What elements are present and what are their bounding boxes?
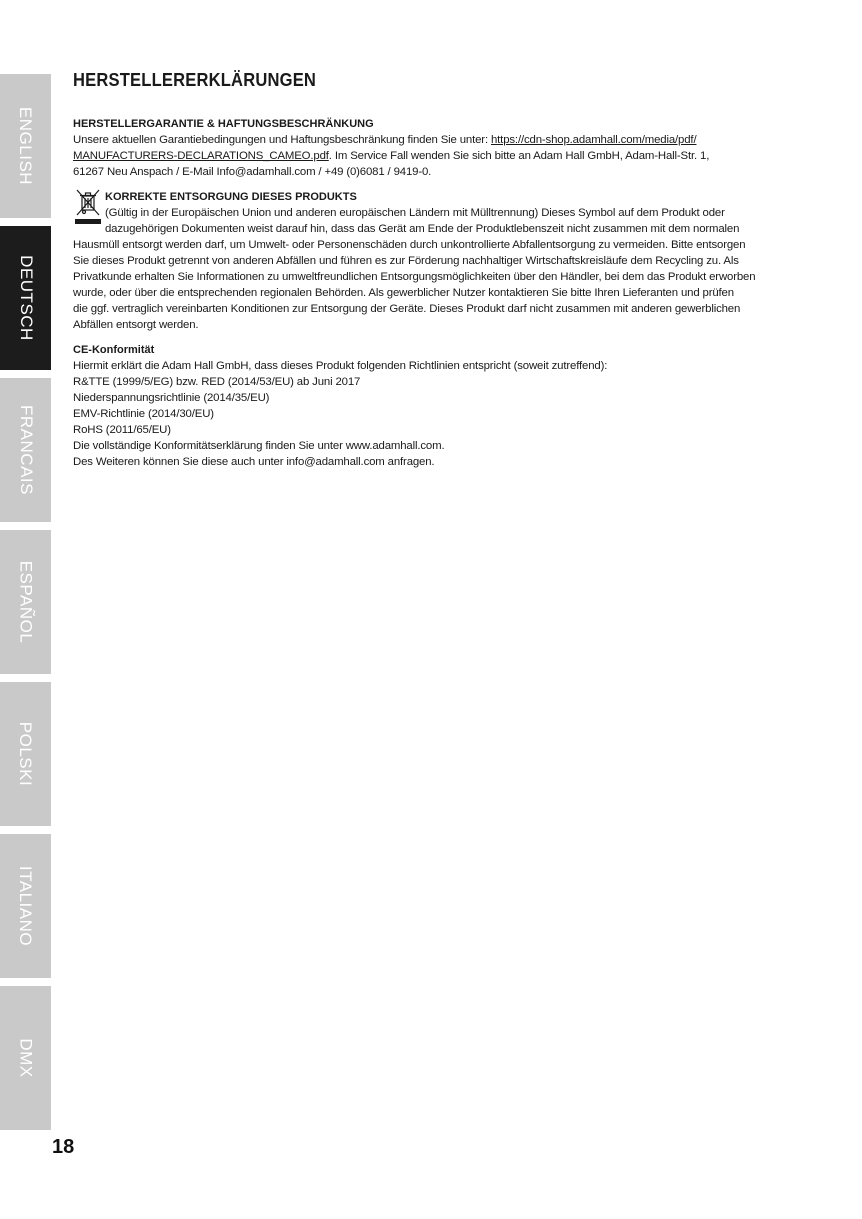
disposal-line: Privatkunde erhalten Sie Informationen zu umweltfreundlichen Entsorgungsmöglichkeiten über den Händler, bei dem das Produkt erworben	[73, 271, 756, 283]
disposal-section	[73, 190, 793, 333]
disposal-line: Sie dieses Produkt getrennt von anderen Abfällen und führen es zur Förderung nachhaltiger Wirtschaftskreisläufe dem Recycling zu. Als	[73, 255, 739, 267]
disposal-line: wurde, oder über die entsprechenden regionalen Behörden. Als gewerblicher Nutzer kontaktieren Sie bitte Ihren Lieferanten und prüfen	[73, 287, 734, 299]
ce-section	[73, 343, 793, 470]
main-content	[73, 70, 793, 478]
tab-polski[interactable]	[0, 682, 51, 826]
tab-label: ESPAÑOL	[16, 560, 36, 644]
warranty-text-after-link: . Im Service Fall wenden Sie sich bitte an Adam Hall GmbH, Adam-Hall-Str. 1,	[328, 150, 710, 162]
disposal-line: die ggf. vertraglich vereinbarten Konditionen zur Entsorgung der Geräte. Dieses Produkt darf nicht zusammen mit anderen gewerblichen	[73, 303, 741, 315]
tab-italiano[interactable]	[0, 834, 51, 978]
tab-label: DMX	[16, 1038, 36, 1078]
warranty-section	[73, 117, 793, 180]
warranty-link-part2[interactable]: MANUFACTURERS-DECLARATIONS_CAMEO.pdf	[73, 150, 329, 162]
tab-label: POLSKI	[16, 721, 36, 787]
tab-label: ITALIANO	[16, 865, 36, 947]
disposal-text	[73, 205, 793, 333]
ce-text	[73, 358, 793, 470]
ce-line: Hiermit erklärt die Adam Hall GmbH, dass dieses Produkt folgenden Richtlinien entspricht (soweit zutreffend):	[73, 360, 608, 372]
page-title: HERSTELLERERKLÄRUNGEN	[73, 70, 317, 90]
warranty-link-part1[interactable]: https://cdn-shop.adamhall.com/media/pdf/	[490, 134, 697, 146]
disposal-line: dazugehörigen Dokumenten weist darauf hin, dass das Gerät am Ende der Produktlebenszeit nicht zusammen mit dem normalen	[105, 223, 740, 235]
ce-line: RoHS (2011/65/EU)	[73, 424, 171, 436]
page-number: 18	[52, 1136, 75, 1158]
tab-deutsch[interactable]	[0, 226, 51, 370]
warranty-contact: 61267 Neu Anspach / E-Mail Info@adamhall.com / +49 (0)6081 / 9419-0.	[73, 166, 432, 178]
disposal-line: Hausmüll entsorgt werden darf, um Umwelt- oder Personenschäden durch unkontrollierte Abfallentsorgung zu vermeiden. Bitte entsorgen	[73, 239, 746, 251]
ce-line: Niederspannungsrichtlinie (2014/35/EU)	[73, 392, 270, 404]
disposal-line: (Gültig in der Europäischen Union und anderen europäischen Ländern mit Mülltrennung) Dieses Symbol auf dem Produkt oder	[105, 207, 725, 219]
disposal-line: Abfällen entsorgt werden.	[73, 319, 199, 331]
crossed-bin-icon	[73, 188, 103, 226]
tab-english[interactable]	[0, 74, 51, 218]
tab-francais[interactable]	[0, 378, 51, 522]
ce-line: Die vollständige Konformitätserklärung finden Sie unter www.adamhall.com.	[73, 440, 445, 452]
ce-line: EMV-Richtlinie (2014/30/EU)	[73, 408, 214, 420]
tab-dmx[interactable]	[0, 986, 51, 1130]
ce-heading: CE-Konformität	[73, 344, 155, 356]
warranty-heading: HERSTELLERGARANTIE & HAFTUNGSBESCHRÄNKUNG	[73, 118, 374, 130]
tab-label: FRANCAIS	[16, 405, 36, 495]
tab-label: ENGLISH	[16, 106, 36, 186]
warranty-text	[73, 132, 793, 180]
tab-espanol[interactable]	[0, 530, 51, 674]
ce-line: R&TTE (1999/5/EG) bzw. RED (2014/53/EU) ab Juni 2017	[73, 376, 361, 388]
disposal-heading: KORREKTE ENTSORGUNG DIESES PRODUKTS	[105, 191, 357, 203]
ce-line: Des Weiteren können Sie diese auch unter info@adamhall.com anfragen.	[73, 456, 435, 468]
warranty-text-before-link: Unsere aktuellen Garantiebedingungen und Haftungsbeschränkung finden Sie unter:	[73, 134, 491, 146]
tab-label: DEUTSCH	[16, 255, 36, 341]
